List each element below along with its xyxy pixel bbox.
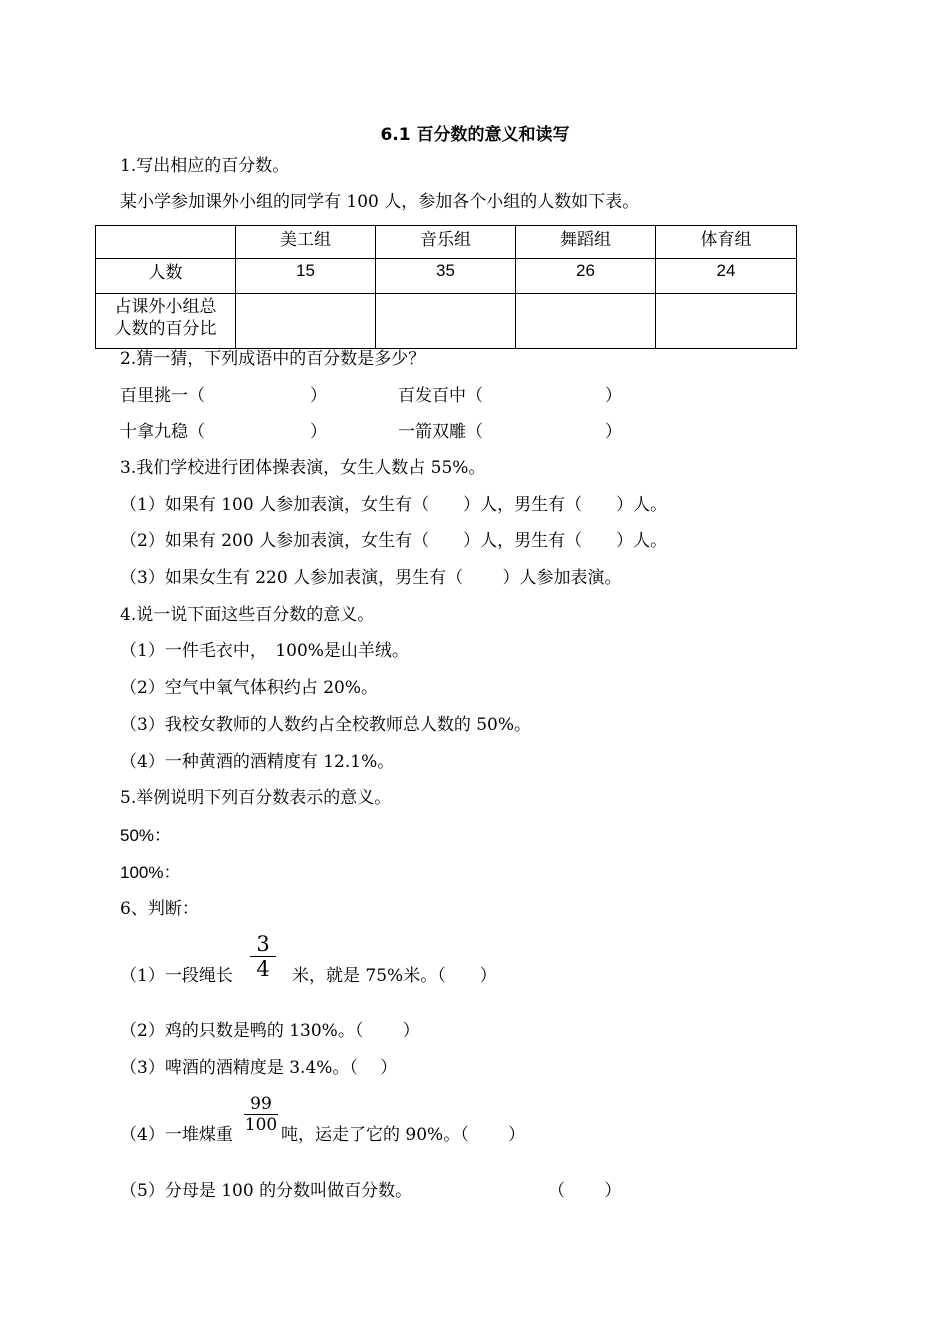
fraction-numerator: 99 <box>250 1094 272 1114</box>
q5-item: 100%： <box>120 863 181 882</box>
count-cell: 15 <box>236 259 376 294</box>
table-header-cell: 音乐组 <box>376 226 516 259</box>
fraction-denominator: 100 <box>244 1115 278 1135</box>
q1-heading: 1.写出相应的百分数。 <box>120 156 290 176</box>
row-label-percent-line1: 占课外小组总 <box>114 297 217 317</box>
idiom-close: ） <box>605 386 622 406</box>
table-row-count <box>96 259 797 294</box>
percent-answer-cell[interactable] <box>656 294 797 349</box>
percent-answer-cell[interactable] <box>376 294 516 349</box>
table-header-cell <box>96 226 236 259</box>
table-header-cell: 舞蹈组 <box>516 226 656 259</box>
count-cell: 35 <box>376 259 516 294</box>
q3-item: （1）如果有 100 人参加表演，女生有（ ）人，男生有（ ）人。 <box>120 495 668 515</box>
table-header-row <box>96 226 797 259</box>
q4-heading: 4.说一说下面这些百分数的意义。 <box>120 605 375 625</box>
percent-answer-cell[interactable] <box>236 294 376 349</box>
q6-item: （3）啤酒的酒精度是 3.4%。（ ） <box>120 1058 398 1078</box>
q6-item4-rest: 吨，运走了它的 90%。（ ） <box>281 1125 526 1145</box>
q4-item: （1）一件毛衣中， 100%是山羊绒。 <box>120 641 409 661</box>
q4-item: （2）空气中氧气体积约占 20%。 <box>120 678 379 698</box>
q4-item: （4）一种黄酒的酒精度有 12.1%。 <box>120 752 395 772</box>
row-label-percent-line2: 人数的百分比 <box>114 319 217 339</box>
fraction-numerator: 3 <box>256 932 270 956</box>
table-header-cell: 美工组 <box>236 226 376 259</box>
count-cell: 24 <box>656 259 797 294</box>
count-cell: 26 <box>516 259 656 294</box>
idiom-close: ） <box>605 422 622 442</box>
q2-heading: 2.猜一猜，下列成语中的百分数是多少？ <box>120 349 426 369</box>
q5-item: 50%： <box>120 826 172 845</box>
table-header-cell: 体育组 <box>656 226 797 259</box>
q5-heading: 5.举例说明下列百分数表示的意义。 <box>120 788 392 808</box>
idiom-item <box>398 421 622 443</box>
idiom-close: ） <box>310 422 327 442</box>
q6-item: （2）鸡的只数是鸭的 130%。（ ） <box>120 1021 420 1041</box>
idiom-label: 一箭双雕（ <box>398 422 483 442</box>
idiom-item <box>120 385 327 407</box>
q4-item: （3）我校女教师的人数约占全校教师总人数的 50%。 <box>120 715 532 735</box>
idiom-label: 百发百中（ <box>398 386 483 406</box>
q6-item4-label: （4）一堆煤重 <box>120 1125 233 1145</box>
fraction-denominator: 4 <box>250 956 276 981</box>
group-table <box>95 225 797 349</box>
q6-item1-rest: 米，就是 75%米。（ ） <box>292 966 497 986</box>
q3-heading: 3.我们学校进行团体操表演，女生人数占 55%。 <box>120 458 486 478</box>
idiom-close: ） <box>310 386 327 406</box>
q3-item: （2）如果有 200 人参加表演，女生有（ ）人，男生有（ ）人。 <box>120 531 668 551</box>
idiom-item <box>120 421 327 443</box>
page-title: 6.1 百分数的意义和读写 <box>380 125 570 145</box>
row-label-count: 人数 <box>96 259 236 294</box>
percent-answer-cell[interactable] <box>516 294 656 349</box>
q1-intro: 某小学参加课外小组的同学有 100 人，参加各个小组的人数如下表。 <box>120 192 640 212</box>
idiom-label: 百里挑一（ <box>120 386 205 406</box>
fraction-99-over-100 <box>244 1094 278 1135</box>
q3-item: （3）如果女生有 220 人参加表演，男生有（ ）人参加表演。 <box>120 568 622 588</box>
table-row-percent <box>96 294 797 349</box>
q6-item1-label: （1）一段绳长 <box>120 966 233 986</box>
idiom-item <box>398 385 622 407</box>
row-label-percent <box>96 294 236 349</box>
idiom-label: 十拿九稳（ <box>120 422 205 442</box>
answer-blank[interactable]: （ ） <box>548 1181 622 1201</box>
fraction-three-quarters <box>250 932 276 981</box>
q6-item: （5）分母是 100 的分数叫做百分数。 <box>120 1181 413 1201</box>
q6-heading: 6、判断： <box>120 899 199 919</box>
